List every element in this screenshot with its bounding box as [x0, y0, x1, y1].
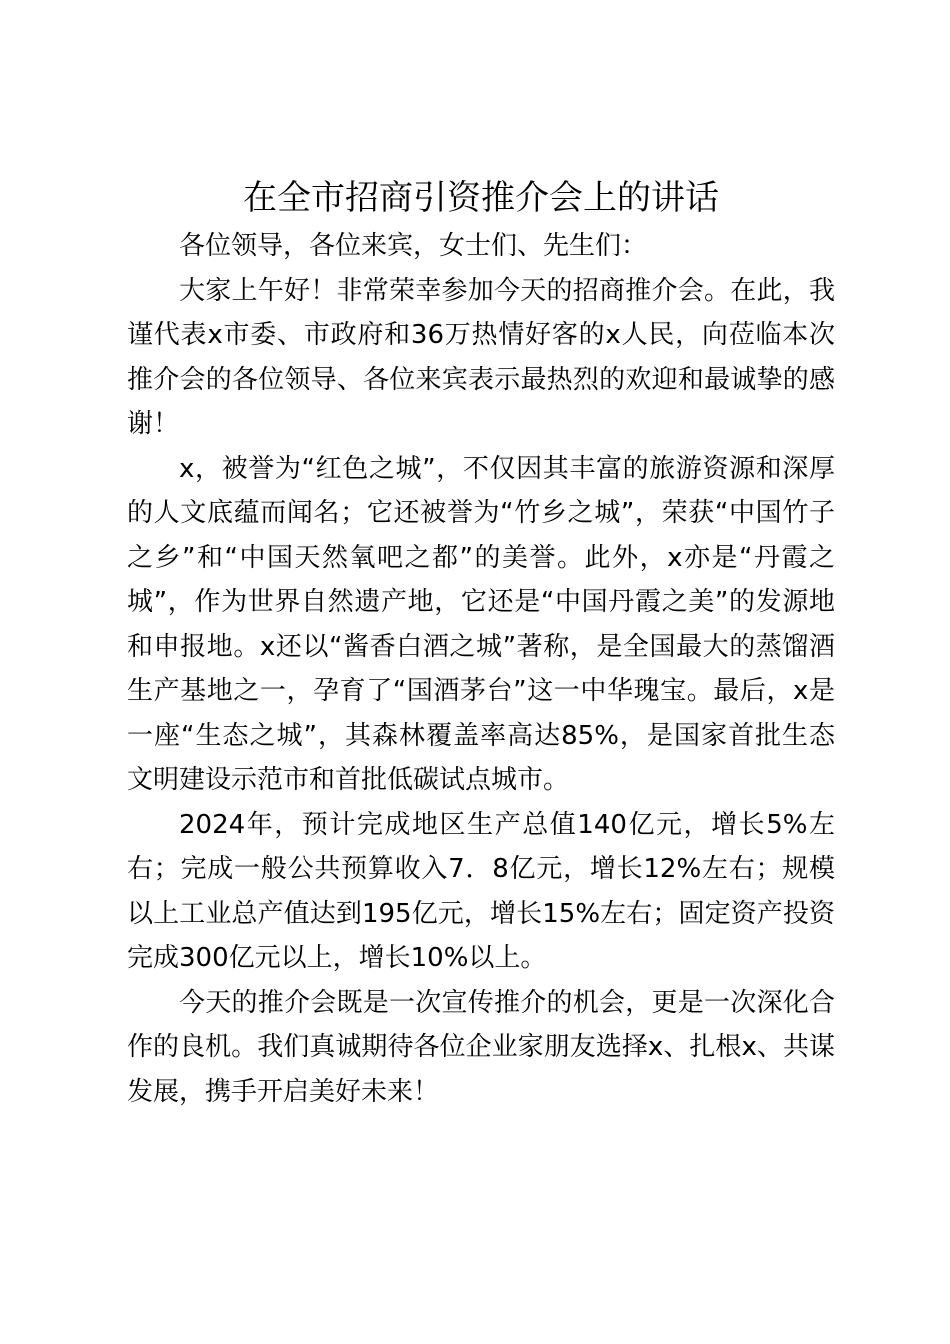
document-title: 在全市招商引资推介会上的讲话 — [243, 178, 719, 218]
paragraph-city-introduction: x，被誉为“红色之城”，不仅因其丰富的旅游资源和深厚的人文底蕴而闻名；它还被誉为“竹乡之城”，荣获“中国竹子之乡”和“中国天然氧吧之都”的美誉。此外，x亦是“丹霞之城”，作为世界自然遗产地，它还是“中国丹霞之美”的发源地和申报地。x还以“酱香白酒之城”著称，是全国最大的蒸馏酒生产基地之一，孕育了“国酒茅台”这一中华瑰宝。最后，x是一座“生态之城”，其森林覆盖率高达85%，是国家首批生态文明建设示范市和首批低碳试点城市。 — [127, 453, 835, 795]
paragraph-economic-figures: 2024年，预计完成地区生产总值140亿元，增长5%左右；完成一般公共预算收入7．8亿元，增长12%左右；规模以上工业总产值达到195亿元，增长15%左右；固定资产投资完成300亿元以上，增长10%以上。 — [127, 809, 835, 973]
document-body — [127, 172, 835, 1114]
salutation: 各位领导，各位来宾，女士们、先生们： — [179, 231, 648, 261]
paragraph-greeting: 大家上午好！非常荣幸参加今天的招商推介会。在此，我谨代表x市委、市政府和36万热情好客的x人民，向莅临本次推介会的各位领导、各位来宾表示最热烈的欢迎和最诚挚的感谢！ — [127, 275, 835, 439]
paragraph-closing: 今天的推介会既是一次宣传推介的机会，更是一次深化合作的良机。我们真诚期待各位企业家朋友选择x、扎根x、共谋发展，携手开启美好未来！ — [127, 987, 835, 1107]
